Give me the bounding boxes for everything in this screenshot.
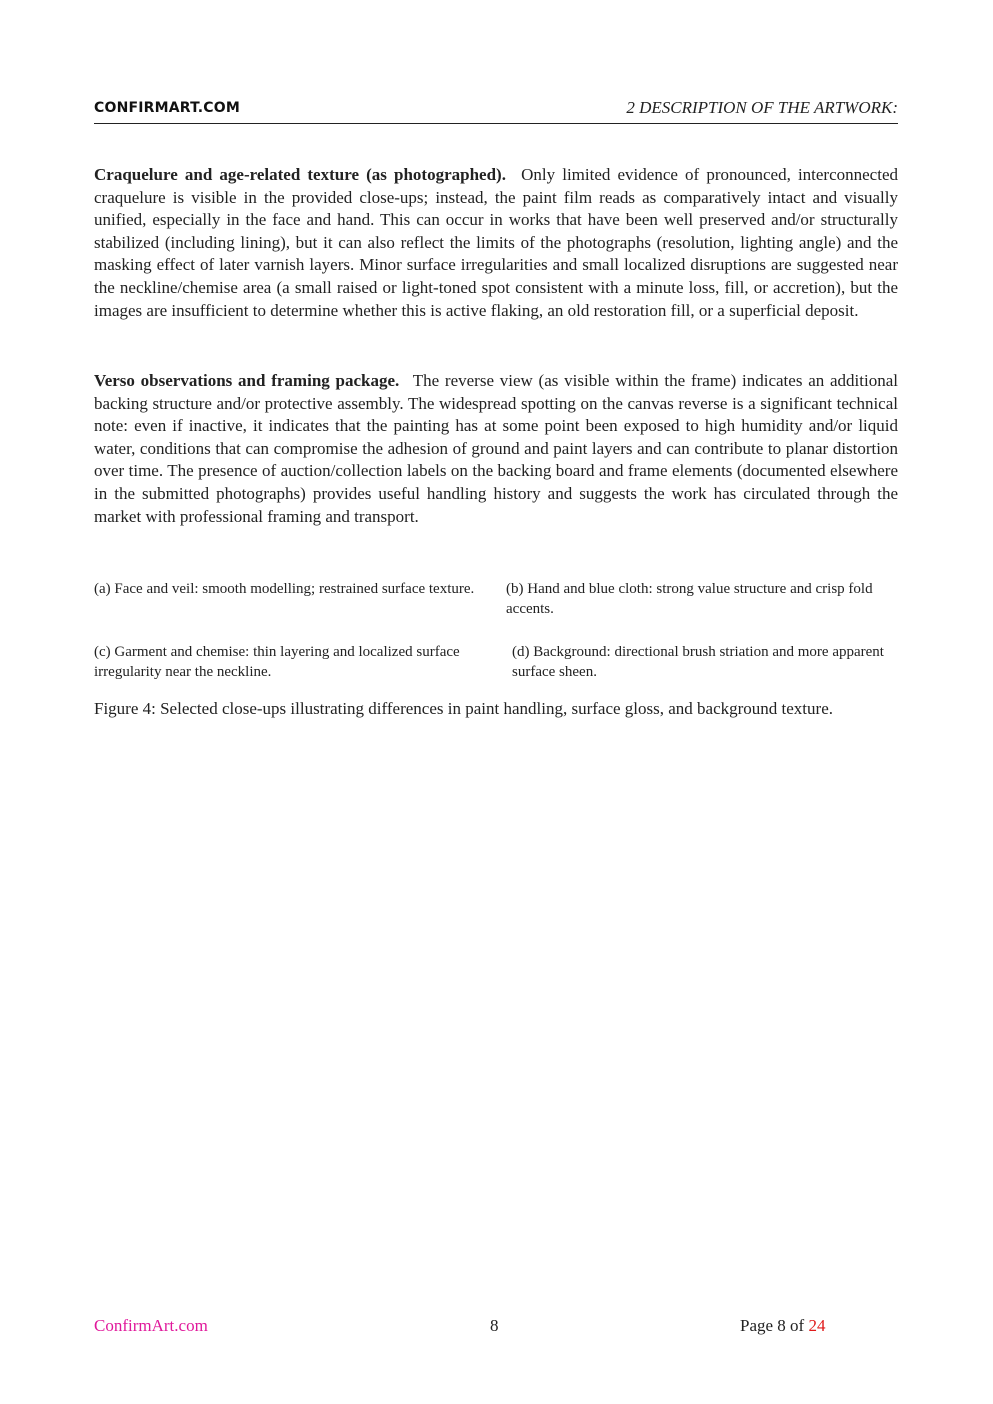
figure-caption: Figure 4: Selected close-ups illustrating differences in paint handling, surface gloss, and background texture.: [94, 699, 833, 718]
paragraph-body: Only limited evidence of pronounced, interconnected craquelure is visible in the provided close-ups; instead, the paint film reads as comparatively intact and visually unified, especially in the face and hand. This can occur in works that have been well preserved and/or structurally stabilized (including lining), but it can also reflect the limits of the photographs (resolution, lighting angle) and the masking effect of later varnish layers. Minor surface irregularities and small localized disruptions are suggested near the neckline/chemise area (a small raised or light-toned spot consistent with a minute loss, fill, or accretion), but the images are insufficient to determine whether this is active flaking, an old restoration fill, or a superficial deposit.: [94, 165, 898, 320]
subcaption-c: (c) Garment and chemise: thin layering and localized surface irregularity near the neckline.: [94, 644, 460, 680]
paragraph-craquelure: [94, 164, 898, 322]
section-heading: 2 DESCRIPTION OF THE ARTWORK:: [626, 98, 898, 117]
paragraph-lead: Verso observations and framing package.: [94, 371, 400, 390]
paragraph-verso: [94, 370, 898, 528]
footer-site-link[interactable]: ConfirmArt.com: [94, 1316, 208, 1335]
page-prefix: Page 8 of: [740, 1316, 805, 1335]
paragraph-lead: Craquelure and age-related texture (as photographed).: [94, 165, 506, 184]
subcaption-d: (d) Background: directional brush striation and more apparent surface sheen.: [512, 644, 884, 680]
paragraph-body: The reverse view (as visible within the frame) indicates an additional backing structure and/or protective assembly. The widespread spotting on the canvas reverse is a significant technical note: even if inactive, it indicates that the painting has at some point been exposed to high humidity and/or liquid water, conditions that can compromise the adhesion of ground and paint layers and can contribute to planar distortion over time. The presence of auction/collection labels on the backing board and frame elements (documented elsewhere in the submitted photographs) provides useful handling history and suggests the work has circulated through the market with professional framing and transport.: [94, 371, 898, 526]
page-total-link[interactable]: 24: [808, 1316, 826, 1335]
footer-page-number: 8: [490, 1316, 499, 1335]
subcaption-b: (b) Hand and blue cloth: strong value structure and crisp fold accents.: [506, 581, 873, 617]
running-header: [94, 96, 898, 124]
footer-page-count: [740, 1316, 825, 1336]
confirmart-logo: CONFIRMART.COM: [94, 100, 241, 116]
subcaption-a: (a) Face and veil: smooth modelling; restrained surface texture.: [94, 581, 475, 597]
